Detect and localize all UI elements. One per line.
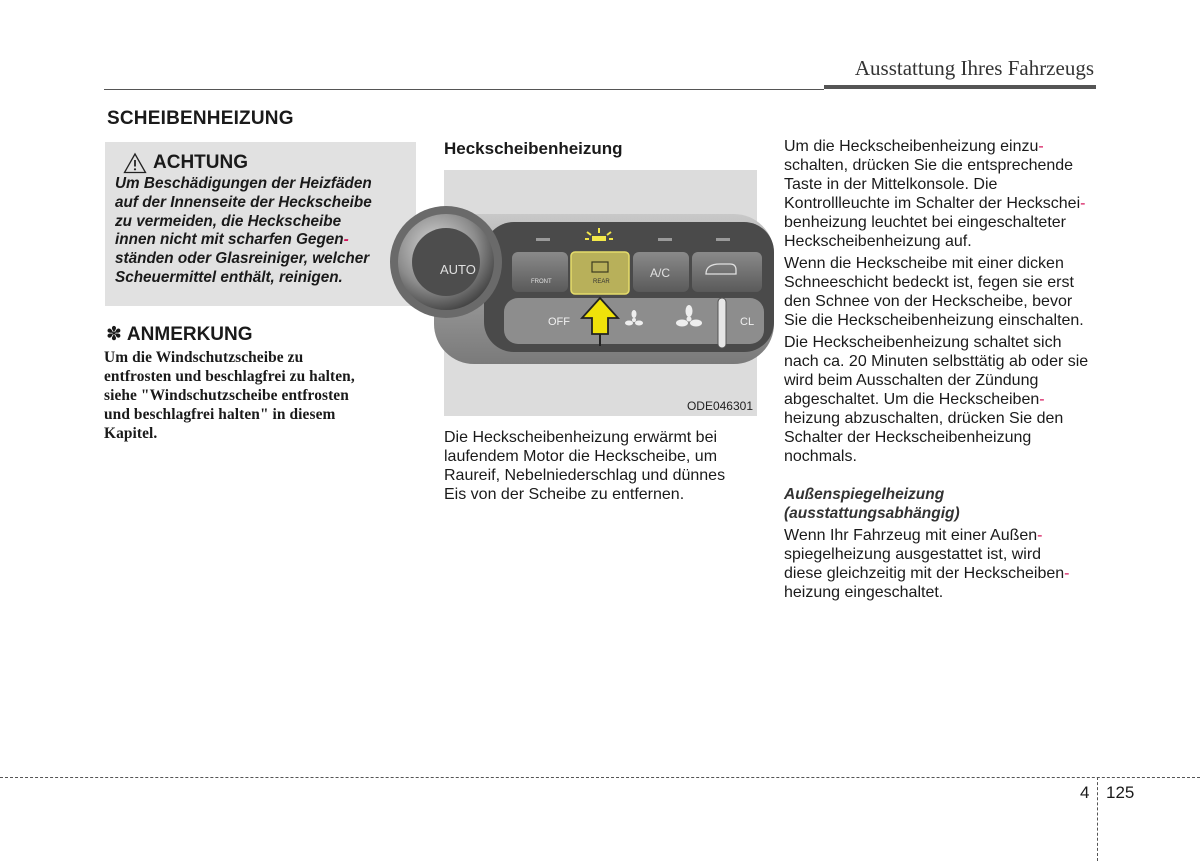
text-line: laufendem Motor die Heckscheibe, um [444,448,718,465]
rear-defrost-button [571,252,629,294]
hyphen-mark: - [1037,527,1043,544]
text-line: abgeschaltet. Um die Heckscheiben- [784,391,1045,408]
warning-line: innen nicht mit scharfen Gegen- [115,231,349,249]
text-line: Schalter der Heckscheibenheizung [784,429,1032,446]
text-line: Um die Heckscheibenheizung einzu- [784,138,1044,155]
hyphen-mark: - [1080,195,1086,212]
paragraph-snow [784,254,1096,330]
warning-line: Scheuermittel enthält, reinigen. [115,268,343,286]
note-star-icon: ✽ [106,324,122,345]
warning-triangle-icon [123,152,147,174]
recirculation-button [692,252,762,292]
note-header [106,323,253,346]
paragraph-switch-on [784,137,1096,251]
header-rule-accent [824,85,1096,89]
note-line: entfrosten und beschlagfrei zu halten, [104,368,355,385]
rear-label: REAR [593,279,610,285]
text-line: wird beim Ausschalten der Zündung [784,372,1039,389]
text-line: nach ca. 20 Minuten selbsttätig ab oder sie [784,353,1089,370]
front-label: FRONT [531,279,552,285]
text-line: Die Heckscheibenheizung erwärmt bei [444,429,718,446]
header-rule [104,89,824,90]
paragraph-mirror-heating [784,526,1096,602]
climate-panel-figure [440,170,757,416]
warning-line: ständen oder Glasreiniger, welcher [115,250,370,268]
clear-label: CL [740,316,755,328]
warning-title: ACHTUNG [153,152,248,173]
text-line: Taste in der Mittelkonsole. Die [784,176,998,193]
column-3 [784,137,1096,605]
ac-label: A/C [650,266,671,280]
footer-rule [0,777,1200,778]
text-line: benheizung leuchtet bei eingeschalteter [784,214,1066,231]
hyphen-mark: - [1064,565,1070,582]
mirror-heating-title [784,485,1096,523]
text-line: spiegelheizung ausgestattet ist, wird [784,546,1042,563]
text-line: Kontrollleuchte im Schalter der Heckschei- [784,195,1086,212]
rear-heating-description [444,428,757,504]
chapter-number: 4 [1080,783,1090,802]
text-line: Raureif, Nebelniederschlag und dünnes [444,467,726,484]
warning-header [123,152,406,174]
footer-divider [1097,777,1098,861]
text-line: heizung eingeschaltet. [784,584,944,601]
rear-heating-title: Heckscheibenheizung [444,139,623,158]
text-line: Eis von der Scheibe zu entfernen. [444,486,685,503]
note-line: Um die Windschutzscheibe zu [104,349,304,366]
text-line: diese gleichzeitig mit der Heckscheiben- [784,565,1070,582]
text-line: Heckscheibenheizung auf. [784,233,972,250]
text-line: (ausstattungsabhängig) [784,505,960,522]
text-line: Wenn die Heckscheibe mit einer dicken [784,255,1064,272]
front-defrost-button [512,252,568,292]
figure-caption: ODE046301 [686,399,753,413]
hyphen-mark: - [1039,391,1045,408]
note-line: und beschlagfrei halten" in diesem [104,406,336,423]
text-line: heizung abzuschalten, drücken Sie den [784,410,1064,427]
divider-slot [718,298,726,348]
text-line: Außenspiegelheizung [784,486,945,503]
note-line: Kapitel. [104,425,158,442]
warning-box [105,142,416,306]
text-line: Schneeschicht bedeckt ist, fegen sie erst [784,274,1074,291]
text-line: nochmals. [784,448,857,465]
text-line: Wenn Ihr Fahrzeug mit einer Außen- [784,527,1043,544]
text-line: Die Heckscheibenheizung schaltet sich [784,334,1062,351]
paragraph-auto-off [784,333,1096,466]
note-text [104,348,416,443]
page-number: 125 [1106,783,1135,802]
warning-text [115,175,406,288]
hyphen-mark: - [343,231,349,249]
warning-line: zu vermeiden, die Heckscheibe [115,212,342,230]
warning-line: auf der Innenseite der Heckscheibe [115,193,372,211]
warning-line: Um Beschädigungen der Heizfäden [115,175,372,192]
header-title: Ausstattung Ihres Fahrzeugs [854,56,1094,80]
auto-label: AUTO [440,262,476,277]
note-title: ANMERKUNG [126,323,253,345]
climate-panel-illustration [440,170,757,416]
note-line: siehe "Windschutzscheibe entfrosten [104,387,349,404]
off-label: OFF [548,316,570,328]
section-title: SCHEIBENHEIZUNG [107,108,294,129]
text-line: schalten, drücken Sie die entsprechende [784,157,1074,174]
text-line: den Schnee von der Heckscheibe, bevor [784,293,1073,310]
text-line: Sie die Heckscheibenheizung einschalten. [784,312,1084,329]
hyphen-mark: - [1038,138,1044,155]
